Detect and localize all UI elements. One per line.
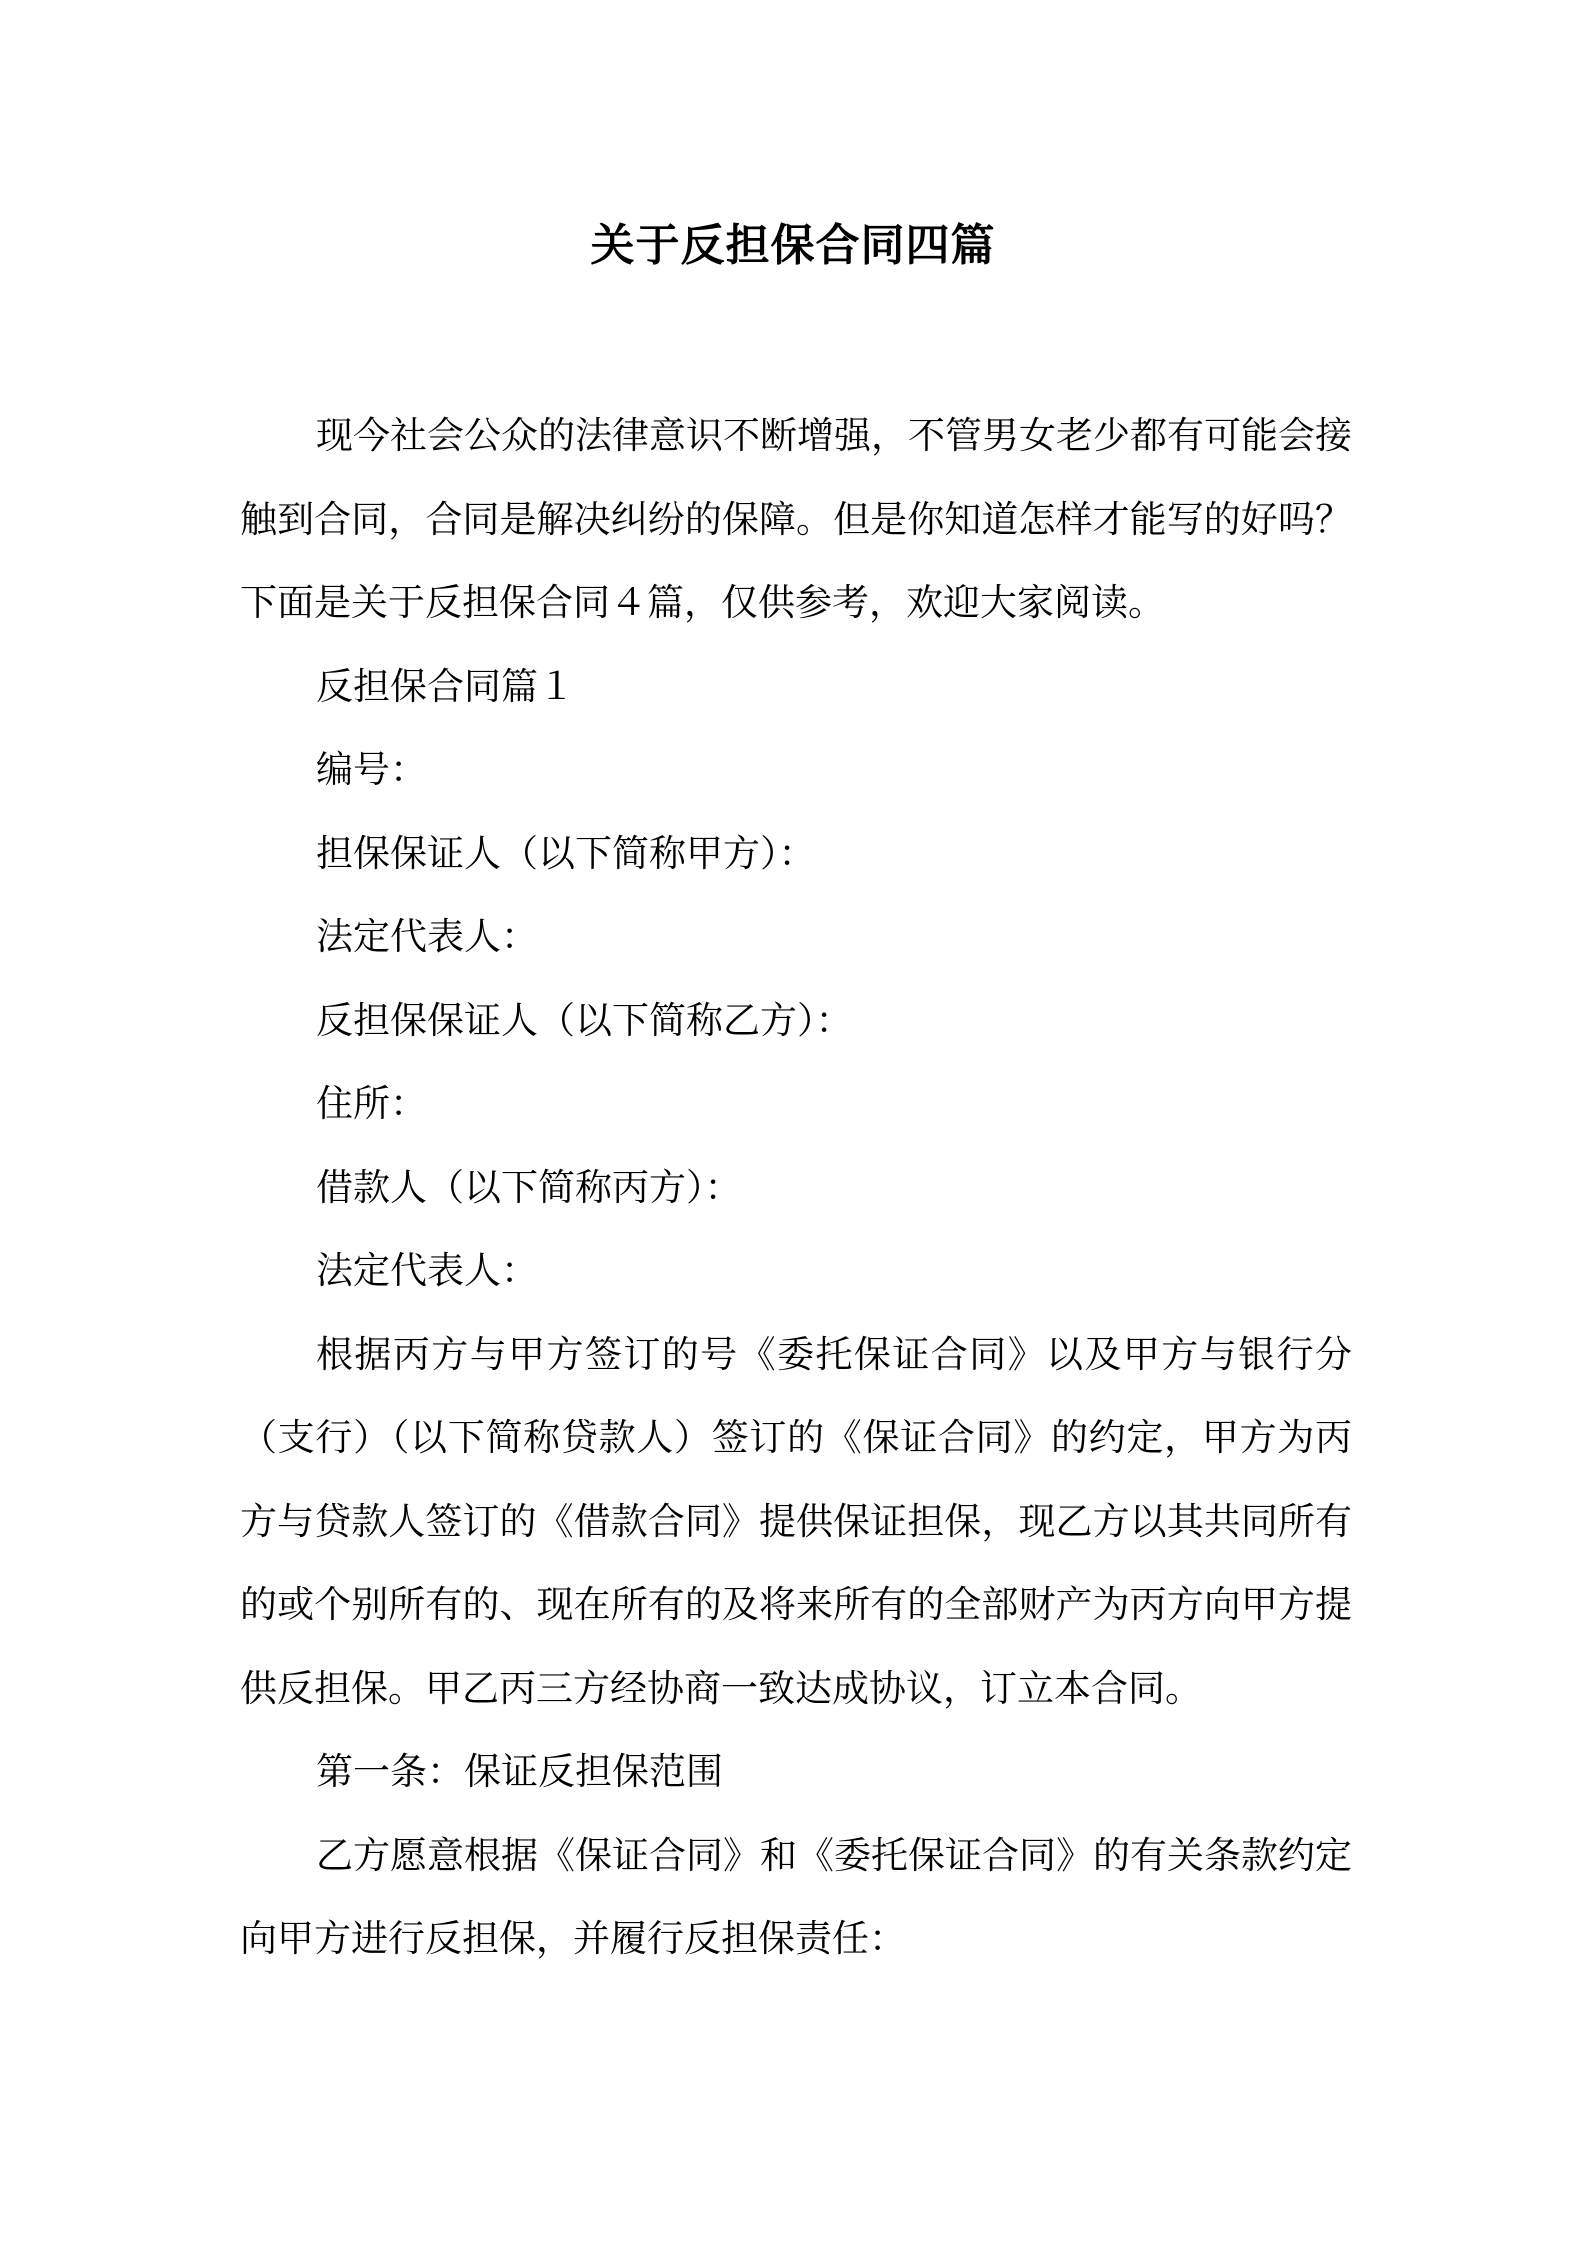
field-legal-representative-a: 法定代表人： (316, 915, 538, 958)
article-1-paragraph: 乙方愿意根据《保证合同》和《委托保证合同》的有关条款约定向甲方进行反担保，并履行反担保责任： (240, 1833, 1352, 1960)
field-domicile: 住所： (316, 1082, 427, 1125)
field-number: 编号： (316, 748, 427, 791)
field-counter-guarantor: 反担保保证人（以下简称乙方）： (316, 998, 853, 1042)
document-body (240, 394, 1352, 1981)
field-guarantor: 担保保证人（以下简称甲方）： (316, 831, 816, 875)
preamble-paragraph: 根据丙方与甲方签订的号《委托保证合同》以及甲方与银行分（支行）（以下简称贷款人）签订的《保证合同》的约定，甲方为丙方与贷款人签订的《借款合同》提供保证担保，现乙方以其共同所有的或个别所有的、现在所有的及将来所有的全部财产为丙方向甲方提供反担保。甲乙丙三方经协商一致达成协议，订立本合同。 (240, 1332, 1352, 1710)
field-borrower: 借款人（以下简称丙方）： (316, 1165, 742, 1209)
document-title: 关于反担保合同四篇 (590, 220, 996, 271)
section-heading-contract-1: 反担保合同篇１ (316, 664, 575, 708)
intro-paragraph: 现今社会公众的法律意识不断增强，不管男女老少都有可能会接触到合同，合同是解决纠纷的保障。但是你知道怎样才能写的好吗？下面是关于反担保合同４篇，仅供参考，欢迎大家阅读。 (240, 414, 1352, 624)
article-1-heading: 第一条：保证反担保范围 (316, 1750, 723, 1793)
field-legal-representative-c: 法定代表人： (316, 1249, 538, 1292)
